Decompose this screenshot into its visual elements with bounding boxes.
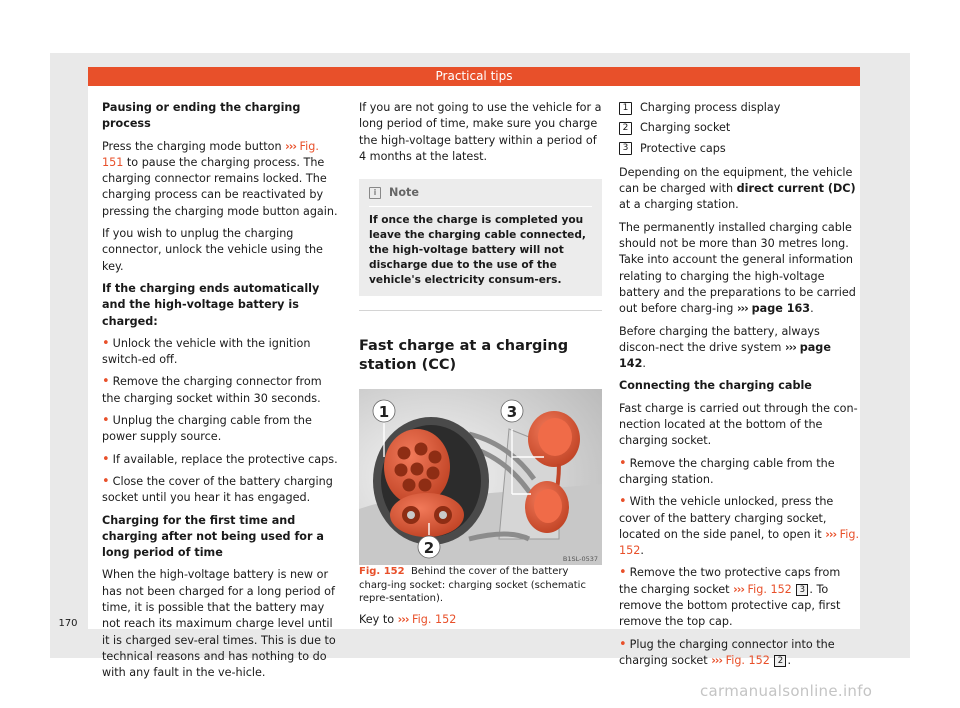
link-arrow[interactable]: ››› <box>711 653 723 667</box>
callout-label: 1 <box>378 403 390 422</box>
dc-pin <box>439 511 447 519</box>
bullet-icon: • <box>619 494 627 510</box>
link-arrow[interactable]: ››› <box>736 302 748 316</box>
paragraph-first-time: When the high-voltage battery is new or has not been charged for a long period of time, it is possible that the battery may not reach its maximum charge level until it is charged sev-eral times. This is due to technical reasons and has nothing to do with any fault in the ve-hicle. <box>102 568 336 680</box>
bullet-icon: • <box>619 636 627 652</box>
watermark: carmanualsonline.info <box>700 682 873 700</box>
fig-152-link[interactable]: Fig. 152 <box>743 582 792 596</box>
page-number: 170 <box>58 618 78 629</box>
heading-connecting: Connecting the charging cable <box>619 379 812 393</box>
bullet-icon: • <box>102 413 110 429</box>
section-divider <box>359 310 602 311</box>
callout-1 <box>373 400 395 422</box>
bullet-icon: • <box>102 335 110 351</box>
key-label: Charging socket <box>640 121 731 135</box>
figure-152 <box>359 389 602 565</box>
fig-152-link[interactable]: Fig. 152 <box>408 612 457 626</box>
paragraph-cable-length: The permanently installed charging cable should not be more than 30 metres long. Take into account the general information relating to charging the high-voltage battery and the preparations to be carried out before charg-ing ››› page 163. <box>619 220 856 316</box>
protective-cap-lower <box>525 481 569 533</box>
key-item <box>619 120 860 136</box>
key-label: Charging process display <box>640 101 781 114</box>
bullet-item: • If available, replace the protective caps. <box>102 451 338 467</box>
note-box <box>359 179 602 296</box>
callout-2 <box>418 536 440 558</box>
bullet-item: • With the vehicle unlocked, press the cover of the battery charging socket, located on the side panel, to open it ››› Fig. 152. <box>619 494 860 558</box>
paragraph-disconnect: Before charging the battery, always discon-nect the drive system ››› page 142. <box>619 324 831 371</box>
charging-socket-illustration <box>359 389 602 565</box>
callout-label: 2 <box>423 539 435 558</box>
paragraph-charging-mode: Press the charging mode button ››› Fig. 151 to pause the charging process. The charging connector remains locked. The charging process can be reactivated by pressing the charging mode button again. <box>102 139 338 218</box>
heading-first-time: Charging for the first time and charging after not being used for a long period of time <box>102 513 324 560</box>
bullet-item: • Remove the two protective caps from the charging socket ››› Fig. 152 3 . To remove the bottom protective cap, first remove the top cap. <box>619 565 841 629</box>
bullet-icon: • <box>102 451 110 467</box>
paragraph-fast-charge: Fast charge is carried out through the con-nection located at the bottom of the charging socket. <box>619 401 858 448</box>
link-arrow[interactable]: ››› <box>733 582 744 596</box>
column-3 <box>619 100 860 675</box>
bullet-item: • Remove the charging cable from the charging station. <box>619 455 835 486</box>
key-number: 1 <box>619 102 632 115</box>
dc-pin <box>407 511 415 519</box>
page-142-link[interactable]: page 142 <box>619 340 831 371</box>
callout-3 <box>501 400 523 422</box>
paragraph-long-period: If you are not going to use the vehicle for a long period of time, make sure you charge the high-voltage battery within a period of 4 months at the latest. <box>359 101 602 163</box>
link-arrow[interactable]: ››› <box>397 612 409 626</box>
heading-pausing: Pausing or ending the charging process <box>102 101 301 131</box>
info-icon: i <box>369 187 381 199</box>
key-to-line: Key to ››› Fig. 152 <box>359 612 457 626</box>
key-number: 3 <box>619 142 632 155</box>
bullet-icon: • <box>619 455 627 471</box>
bullet-item: • Close the cover of the battery charging socket until you hear it has engaged. <box>102 473 333 505</box>
key-label: Protective caps <box>640 141 726 155</box>
bullet-item: • Unplug the charging cable from the power supply source. <box>102 413 312 444</box>
bullet-item: • Plug the charging connector into the charging socket ››› Fig. 152 2 . <box>619 636 835 667</box>
link-arrow[interactable]: ››› <box>785 340 796 354</box>
bullet-item: • Remove the charging connector from the charging socket within 30 seconds. <box>102 374 322 405</box>
bullet-icon: • <box>102 473 110 489</box>
key-item <box>619 100 860 116</box>
key-number-inline: 3 <box>796 584 808 596</box>
bullet-icon: • <box>619 565 627 581</box>
key-number: 2 <box>619 122 632 135</box>
figure-caption: Fig. 152 Behind the cover of the battery charg-ing socket: charging socket (schematic repre-sentation). <box>359 566 586 605</box>
section-title-fast-charge: Fast charge at a charging station (CC) <box>359 338 569 374</box>
fig-152-link[interactable]: Fig. 152 <box>619 527 860 558</box>
bullet-item: • Unlock the vehicle with the ignition switch-ed off. <box>102 335 311 367</box>
figure-label: Fig. 152 <box>359 566 405 578</box>
note-body: If once the charge is completed you leave the charging cable connected, the high-voltage battery will not discharge due to the use of the vehicle's electricity consum-ers. <box>369 214 586 287</box>
heading-auto-end: If the charging ends automatically and the high-voltage battery is charged: <box>102 281 320 328</box>
link-arrow[interactable]: ››› <box>825 527 837 541</box>
figure-code: B1SL-0537 <box>562 555 598 564</box>
page-163-link[interactable]: page 163 <box>747 302 811 316</box>
note-header <box>369 185 592 207</box>
link-arrow[interactable]: ››› <box>285 139 296 153</box>
page-header: Practical tips <box>88 67 860 86</box>
fig-151-link[interactable]: Fig. 151 <box>102 139 319 169</box>
note-title: Note <box>389 186 419 200</box>
column-2 <box>359 100 602 634</box>
dc-socket <box>390 493 464 537</box>
paragraph-dc: Depending on the equipment, the vehicle can be charged with direct current (DC) at a charging station. <box>619 165 856 212</box>
fig-152-link[interactable]: Fig. 152 <box>722 653 770 667</box>
column-1 <box>102 100 342 688</box>
bullet-icon: • <box>102 374 110 390</box>
key-number-inline: 2 <box>774 655 786 667</box>
key-item <box>619 141 860 157</box>
paragraph-unplug: If you wish to unplug the charging connector, unlock the vehicle using the key. <box>102 227 323 273</box>
callout-label: 3 <box>506 403 518 422</box>
